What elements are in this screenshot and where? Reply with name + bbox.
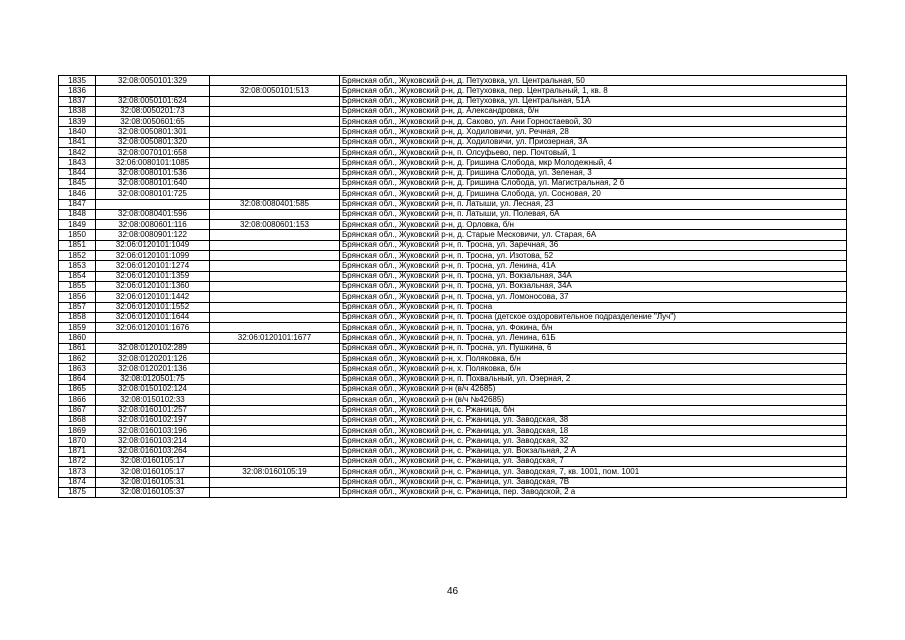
address-cell: Брянская обл., Жуковский р-н, с. Ржаница, пер. Заводской, 2 а — [340, 487, 847, 497]
table-row — [59, 240, 847, 250]
table-row — [59, 354, 847, 364]
row-number-cell: 1852 — [59, 251, 96, 261]
cadastral-number-cell: 32:06:0120101:1552 — [96, 302, 210, 312]
row-number-cell: 1870 — [59, 436, 96, 446]
cadastral-number-cell: 32:08:0050201:73 — [96, 106, 210, 116]
related-cadastral-number-cell — [210, 323, 340, 333]
cadastral-number-cell: 32:08:0160105:31 — [96, 477, 210, 487]
row-number-cell: 1841 — [59, 137, 96, 147]
related-cadastral-number-cell — [210, 189, 340, 199]
row-number-cell: 1844 — [59, 168, 96, 178]
cadastral-number-cell: 32:08:0080601:116 — [96, 220, 210, 230]
cadastral-number-cell: 32:08:0050801:301 — [96, 127, 210, 137]
row-number-cell: 1858 — [59, 312, 96, 322]
table-row — [59, 106, 847, 116]
address-cell: Брянская обл., Жуковский р-н, п. Тросна, ул. Изотова, 52 — [340, 251, 847, 261]
address-cell: Брянская обл., Жуковский р-н, с. Ржаница, ул. Заводская, 7В — [340, 477, 847, 487]
row-number-cell: 1837 — [59, 96, 96, 106]
related-cadastral-number-cell — [210, 178, 340, 188]
related-cadastral-number-cell — [210, 426, 340, 436]
related-cadastral-number-cell — [210, 76, 340, 86]
related-cadastral-number-cell — [210, 96, 340, 106]
related-cadastral-number-cell: 32:08:0050101:513 — [210, 86, 340, 96]
cadastral-number-cell: 32:06:0120101:1049 — [96, 240, 210, 250]
related-cadastral-number-cell — [210, 158, 340, 168]
address-cell: Брянская обл., Жуковский р-н, п. Тросна, ул. Заречная, 36 — [340, 240, 847, 250]
table-row — [59, 178, 847, 188]
address-cell: Брянская обл., Жуковский р-н (в/ч 42685) — [340, 384, 847, 394]
related-cadastral-number-cell — [210, 364, 340, 374]
address-cell: Брянская обл., Жуковский р-н, п. Олсуфьево, пер. Почтовый, 1 — [340, 148, 847, 158]
row-number-cell: 1871 — [59, 446, 96, 456]
row-number-cell: 1854 — [59, 271, 96, 281]
table-row — [59, 230, 847, 240]
table-row — [59, 487, 847, 497]
table-row — [59, 364, 847, 374]
address-cell: Брянская обл., Жуковский р-н, д. Старые Месковичи, ул. Старая, 6А — [340, 230, 847, 240]
cadastral-number-cell: 32:06:0080101:1085 — [96, 158, 210, 168]
cadastral-number-cell: 32:08:0160105:37 — [96, 487, 210, 497]
address-cell: Брянская обл., Жуковский р-н, д. Гришина Слобода, мкр Молодежный, 4 — [340, 158, 847, 168]
row-number-cell: 1845 — [59, 178, 96, 188]
table-row — [59, 312, 847, 322]
row-number-cell: 1873 — [59, 467, 96, 477]
address-cell: Брянская обл., Жуковский р-н, п. Тросна (детское оздоровительное подразделение "Луч") — [340, 312, 847, 322]
row-number-cell: 1860 — [59, 333, 96, 343]
row-number-cell: 1856 — [59, 292, 96, 302]
address-cell: Брянская обл., Жуковский р-н, с. Ржаница, ул. Заводская, 7 — [340, 456, 847, 466]
address-cell: Брянская обл., Жуковский р-н, х. Поляковка, б/н — [340, 364, 847, 374]
cadastral-number-cell — [96, 199, 210, 209]
related-cadastral-number-cell — [210, 261, 340, 271]
related-cadastral-number-cell — [210, 415, 340, 425]
related-cadastral-number-cell: 32:08:0160105:19 — [210, 467, 340, 477]
related-cadastral-number-cell — [210, 281, 340, 291]
table-row — [59, 456, 847, 466]
table-row — [59, 333, 847, 343]
row-number-cell: 1846 — [59, 189, 96, 199]
table-row — [59, 76, 847, 86]
table-row — [59, 271, 847, 281]
address-cell: Брянская обл., Жуковский р-н, с. Ржаница, б/н — [340, 405, 847, 415]
table-row — [59, 302, 847, 312]
row-number-cell: 1857 — [59, 302, 96, 312]
cadastral-number-cell: 32:08:0050601:65 — [96, 117, 210, 127]
address-cell: Брянская обл., Жуковский р-н, д. Петуховка, пер. Центральный, 1, кв. 8 — [340, 86, 847, 96]
table-row — [59, 374, 847, 384]
cadastral-number-cell: 32:08:0150102:33 — [96, 395, 210, 405]
address-cell: Брянская обл., Жуковский р-н, д. Петуховка, ул. Центральная, 51А — [340, 96, 847, 106]
address-cell: Брянская обл., Жуковский р-н, п. Тросна, ул. Вокзальная, 34А — [340, 281, 847, 291]
table-row — [59, 199, 847, 209]
row-number-cell: 1835 — [59, 76, 96, 86]
cadastral-number-cell: 32:08:0050801:320 — [96, 137, 210, 147]
row-number-cell: 1862 — [59, 354, 96, 364]
related-cadastral-number-cell: 32:08:0080601:153 — [210, 220, 340, 230]
table-row — [59, 220, 847, 230]
table-row — [59, 446, 847, 456]
address-cell: Брянская обл., Жуковский р-н (в/ч №42685) — [340, 395, 847, 405]
cadastral-number-cell: 32:08:0120501:75 — [96, 374, 210, 384]
table-row — [59, 117, 847, 127]
cadastral-number-cell: 32:08:0160103:264 — [96, 446, 210, 456]
related-cadastral-number-cell — [210, 148, 340, 158]
related-cadastral-number-cell: 32:06:0120101:1677 — [210, 333, 340, 343]
address-cell: Брянская обл., Жуковский р-н, с. Ржаница, ул. Заводская, 38 — [340, 415, 847, 425]
row-number-cell: 1848 — [59, 209, 96, 219]
address-cell: Брянская обл., Жуковский р-н, п. Похвальный, ул. Озерная, 2 — [340, 374, 847, 384]
row-number-cell: 1868 — [59, 415, 96, 425]
address-cell: Брянская обл., Жуковский р-н, д. Саково, ул. Ани Горностаевой, 30 — [340, 117, 847, 127]
table-row — [59, 168, 847, 178]
related-cadastral-number-cell — [210, 292, 340, 302]
address-cell: Брянская обл., Жуковский р-н, д. Петуховка, ул. Центральная, 50 — [340, 76, 847, 86]
table-body — [59, 76, 847, 498]
cadastral-number-cell: 32:08:0160101:257 — [96, 405, 210, 415]
table-row — [59, 292, 847, 302]
address-cell: Брянская обл., Жуковский р-н, п. Тросна, ул. Вокзальная, 34А — [340, 271, 847, 281]
address-cell: Брянская обл., Жуковский р-н, п. Тросна — [340, 302, 847, 312]
address-cell: Брянская обл., Жуковский р-н, п. Тросна, ул. Ломоносова, 37 — [340, 292, 847, 302]
related-cadastral-number-cell: 32:08:0080401:585 — [210, 199, 340, 209]
row-number-cell: 1864 — [59, 374, 96, 384]
cadastral-number-cell: 32:06:0120101:1099 — [96, 251, 210, 261]
row-number-cell: 1843 — [59, 158, 96, 168]
cadastral-number-cell: 32:06:0120101:1644 — [96, 312, 210, 322]
related-cadastral-number-cell — [210, 127, 340, 137]
address-cell: Брянская обл., Жуковский р-н, д. Ходиловичи, ул. Приозерная, 3А — [340, 137, 847, 147]
cadastral-number-cell: 32:08:0080401:596 — [96, 209, 210, 219]
related-cadastral-number-cell — [210, 251, 340, 261]
cadastral-number-cell: 32:08:0160103:214 — [96, 436, 210, 446]
cadastral-number-cell: 32:06:0120101:1442 — [96, 292, 210, 302]
address-cell: Брянская обл., Жуковский р-н, х. Поляковка, б/н — [340, 354, 847, 364]
row-number-cell: 1872 — [59, 456, 96, 466]
table-row — [59, 415, 847, 425]
row-number-cell: 1855 — [59, 281, 96, 291]
row-number-cell: 1836 — [59, 86, 96, 96]
cadastral-number-cell: 32:08:0080101:640 — [96, 178, 210, 188]
row-number-cell: 1838 — [59, 106, 96, 116]
row-number-cell: 1853 — [59, 261, 96, 271]
related-cadastral-number-cell — [210, 405, 340, 415]
row-number-cell: 1874 — [59, 477, 96, 487]
related-cadastral-number-cell — [210, 209, 340, 219]
property-table — [58, 75, 847, 498]
related-cadastral-number-cell — [210, 446, 340, 456]
cadastral-number-cell: 32:08:0120102:289 — [96, 343, 210, 353]
row-number-cell: 1859 — [59, 323, 96, 333]
table-row — [59, 127, 847, 137]
table-row — [59, 96, 847, 106]
cadastral-number-cell: 32:06:0120101:1360 — [96, 281, 210, 291]
table-row — [59, 251, 847, 261]
row-number-cell: 1866 — [59, 395, 96, 405]
cadastral-number-cell: 32:08:0120201:136 — [96, 364, 210, 374]
row-number-cell: 1849 — [59, 220, 96, 230]
address-cell: Брянская обл., Жуковский р-н, д. Ходиловичи, ул. Речная, 28 — [340, 127, 847, 137]
row-number-cell: 1867 — [59, 405, 96, 415]
cadastral-number-cell: 32:08:0160103:196 — [96, 426, 210, 436]
address-cell: Брянская обл., Жуковский р-н, д. Александровка, б/н — [340, 106, 847, 116]
table-row — [59, 384, 847, 394]
table-row — [59, 323, 847, 333]
table-row — [59, 343, 847, 353]
row-number-cell: 1850 — [59, 230, 96, 240]
cadastral-number-cell: 32:06:0120101:1274 — [96, 261, 210, 271]
related-cadastral-number-cell — [210, 137, 340, 147]
row-number-cell: 1839 — [59, 117, 96, 127]
table-row — [59, 158, 847, 168]
row-number-cell: 1840 — [59, 127, 96, 137]
cadastral-number-cell: 32:08:0080901:122 — [96, 230, 210, 240]
table-row — [59, 281, 847, 291]
related-cadastral-number-cell — [210, 106, 340, 116]
row-number-cell: 1863 — [59, 364, 96, 374]
address-cell: Брянская обл., Жуковский р-н, п. Тросна, ул. Пушкина, 6 — [340, 343, 847, 353]
row-number-cell: 1869 — [59, 426, 96, 436]
related-cadastral-number-cell — [210, 456, 340, 466]
address-cell: Брянская обл., Жуковский р-н, с. Ржаница, ул. Вокзальная, 2 А — [340, 446, 847, 456]
address-cell: Брянская обл., Жуковский р-н, п. Латыши, ул. Лесная, 23 — [340, 199, 847, 209]
address-cell: Брянская обл., Жуковский р-н, д. Гришина Слобода, ул. Сосновая, 20 — [340, 189, 847, 199]
row-number-cell: 1861 — [59, 343, 96, 353]
related-cadastral-number-cell — [210, 354, 340, 364]
table-row — [59, 261, 847, 271]
cadastral-number-cell: 32:08:0050101:329 — [96, 76, 210, 86]
address-cell: Брянская обл., Жуковский р-н, д. Гришина Слобода, ул. Зеленая, 3 — [340, 168, 847, 178]
table-row — [59, 148, 847, 158]
address-cell: Брянская обл., Жуковский р-н, с. Ржаница, ул. Заводская, 32 — [340, 436, 847, 446]
address-cell: Брянская обл., Жуковский р-н, п. Тросна, ул. Фокина, б/н — [340, 323, 847, 333]
related-cadastral-number-cell — [210, 384, 340, 394]
address-cell: Брянская обл., Жуковский р-н, п. Латыши, ул. Полевая, 6А — [340, 209, 847, 219]
table-row — [59, 189, 847, 199]
table-row — [59, 426, 847, 436]
cadastral-number-cell: 32:08:0160102:197 — [96, 415, 210, 425]
address-cell: Брянская обл., Жуковский р-н, п. Тросна, ул. Ленина, 41А — [340, 261, 847, 271]
related-cadastral-number-cell — [210, 168, 340, 178]
row-number-cell: 1851 — [59, 240, 96, 250]
cadastral-number-cell: 32:08:0160105:17 — [96, 456, 210, 466]
table-row — [59, 436, 847, 446]
table-row — [59, 405, 847, 415]
table-row — [59, 86, 847, 96]
table-row — [59, 477, 847, 487]
table-row — [59, 467, 847, 477]
table-row — [59, 137, 847, 147]
cadastral-number-cell — [96, 86, 210, 96]
cadastral-number-cell: 32:06:0120101:1676 — [96, 323, 210, 333]
cadastral-number-cell: 32:08:0080101:725 — [96, 189, 210, 199]
related-cadastral-number-cell — [210, 436, 340, 446]
table-row — [59, 395, 847, 405]
row-number-cell: 1842 — [59, 148, 96, 158]
related-cadastral-number-cell — [210, 343, 340, 353]
related-cadastral-number-cell — [210, 271, 340, 281]
cadastral-number-cell: 32:08:0120201:126 — [96, 354, 210, 364]
page-number: 46 — [446, 586, 459, 597]
related-cadastral-number-cell — [210, 312, 340, 322]
cadastral-number-cell: 32:08:0070101:658 — [96, 148, 210, 158]
address-cell: Брянская обл., Жуковский р-н, с. Ржаница, ул. Заводская, 18 — [340, 426, 847, 436]
address-cell: Брянская обл., Жуковский р-н, п. Тросна, ул. Ленина, 61Б — [340, 333, 847, 343]
related-cadastral-number-cell — [210, 477, 340, 487]
row-number-cell: 1847 — [59, 199, 96, 209]
table-row — [59, 209, 847, 219]
cadastral-number-cell — [96, 333, 210, 343]
cadastral-number-cell: 32:08:0160105:17 — [96, 467, 210, 477]
related-cadastral-number-cell — [210, 117, 340, 127]
row-number-cell: 1865 — [59, 384, 96, 394]
related-cadastral-number-cell — [210, 374, 340, 384]
address-cell: Брянская обл., Жуковский р-н, д. Гришина Слобода, ул. Магистральная, 2 б — [340, 178, 847, 188]
cadastral-number-cell: 32:08:0150102:124 — [96, 384, 210, 394]
related-cadastral-number-cell — [210, 395, 340, 405]
row-number-cell: 1875 — [59, 487, 96, 497]
related-cadastral-number-cell — [210, 487, 340, 497]
address-cell: Брянская обл., Жуковский р-н, с. Ржаница, ул. Заводская, 7, кв. 1001, пом. 1001 — [340, 467, 847, 477]
cadastral-number-cell: 32:06:0120101:1359 — [96, 271, 210, 281]
cadastral-number-cell: 32:08:0080101:536 — [96, 168, 210, 178]
address-cell: Брянская обл., Жуковский р-н, д. Орловка, б/н — [340, 220, 847, 230]
related-cadastral-number-cell — [210, 240, 340, 250]
related-cadastral-number-cell — [210, 230, 340, 240]
related-cadastral-number-cell — [210, 302, 340, 312]
cadastral-number-cell: 32:08:0050101:624 — [96, 96, 210, 106]
